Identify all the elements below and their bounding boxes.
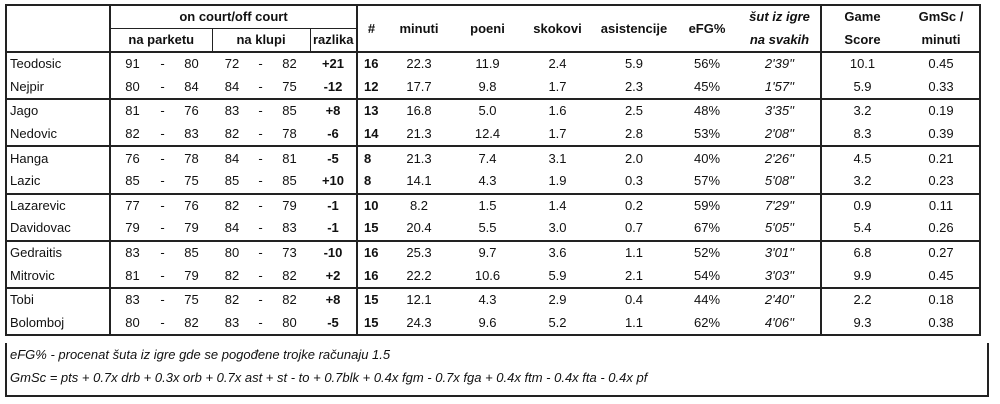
razlika-value: +8 <box>310 288 357 312</box>
minuti-value: 21.3 <box>406 126 432 142</box>
player-name: Lazarevic <box>6 194 110 218</box>
efg-value: 40% <box>675 146 739 170</box>
minuti-value: 16.8 <box>385 99 453 123</box>
bench-opp-value: 82 <box>282 267 297 283</box>
gmsc-per-minute-value: 0.45 <box>903 52 980 76</box>
stats-table <box>5 4 981 336</box>
efg-value: 44% <box>675 288 739 312</box>
court-on-opp-value: 85 <box>171 241 212 265</box>
game-score-value: 5.4 <box>821 217 903 241</box>
col-asistencije-header: asistencije <box>593 5 675 52</box>
razlika-value: +21 <box>310 52 357 76</box>
court-on-value: 77 <box>110 194 154 218</box>
razlika-value: +2 <box>325 267 341 283</box>
court-on-dash: - <box>160 126 165 142</box>
gmsc-per-minute-value: 0.19 <box>903 99 980 123</box>
razlika-value: +10 <box>321 173 345 189</box>
poeni-value: 10.6 <box>474 267 501 283</box>
court-on-value: 91 <box>110 52 154 76</box>
sut-value: 2'39'' <box>739 52 821 76</box>
court-on-dash: - <box>154 99 171 123</box>
efg-value: 53% <box>693 126 721 142</box>
table-row <box>6 99 980 123</box>
bench-dash: - <box>258 267 263 283</box>
game-score-value: 8.3 <box>821 123 903 147</box>
sut-value: 3'01'' <box>739 241 821 265</box>
player-name: Bolomboj <box>6 312 110 336</box>
court-on-opp-value: 75 <box>184 173 199 189</box>
bench-opp-value: 75 <box>282 78 297 94</box>
court-on-dash: - <box>154 146 171 170</box>
table-row <box>6 288 980 312</box>
games-count: 13 <box>357 99 385 123</box>
gmsc-per-minute-value: 0.33 <box>903 76 980 100</box>
minuti-value: 12.1 <box>385 288 453 312</box>
games-count: 15 <box>357 217 385 241</box>
skokovi-value: 5.9 <box>548 267 567 283</box>
table-row <box>6 52 980 76</box>
skokovi-value: 3.6 <box>522 241 593 265</box>
court-on-opp-value: 78 <box>171 146 212 170</box>
sut-value: 3'03'' <box>764 267 795 283</box>
razlika-value: -12 <box>323 78 343 94</box>
asistencije-value: 0.3 <box>624 173 644 189</box>
player-name: Teodosic <box>6 52 110 76</box>
player-name: Gedraitis <box>6 241 110 265</box>
razlika-value: +8 <box>310 99 357 123</box>
bench-dash: - <box>252 146 269 170</box>
col-num-header: # <box>357 5 385 52</box>
na-parketu-header: na parketu <box>110 29 212 53</box>
bench-value: 83 <box>212 312 252 336</box>
skokovi-value: 1.4 <box>522 194 593 218</box>
minuti-value: 17.7 <box>406 78 432 94</box>
table-row <box>6 123 980 147</box>
bench-dash: - <box>252 288 269 312</box>
gmsc-per-minute-value: 0.39 <box>903 123 980 147</box>
poeni-value: 5.5 <box>478 220 497 236</box>
skokovi-value: 1.7 <box>548 78 567 94</box>
bench-value: 82 <box>224 267 240 283</box>
court-on-value: 80 <box>110 76 154 100</box>
player-name: Tobi <box>6 288 110 312</box>
player-name: Nejpir <box>6 76 110 100</box>
gmsc-per-minute-value: 0.27 <box>903 241 980 265</box>
col-minuti-header: minuti <box>385 5 453 52</box>
asistencije-value: 2.0 <box>593 146 675 170</box>
poeni-value: 4.3 <box>453 288 522 312</box>
gmsc-per-minute-value: 0.11 <box>903 194 980 218</box>
bench-dash: - <box>252 52 269 76</box>
court-on-dash: - <box>160 173 165 189</box>
gmsc-per-minute-value: 0.26 <box>903 217 980 241</box>
gmsc-per-minute-value: 0.21 <box>903 146 980 170</box>
games-count: 14 <box>357 123 385 147</box>
bench-opp-value: 79 <box>269 194 310 218</box>
court-on-value: 83 <box>110 241 154 265</box>
notes-box <box>5 343 989 397</box>
court-on-opp-value: 82 <box>171 312 212 336</box>
razlika-value: -5 <box>310 312 357 336</box>
skokovi-value: 2.4 <box>522 52 593 76</box>
gmsc-per-minute-value: 0.23 <box>903 170 980 194</box>
sut-value: 1'57'' <box>764 78 795 94</box>
minuti-value: 22.3 <box>385 52 453 76</box>
game-score-value: 9.9 <box>821 264 903 288</box>
col-sut-header-1: šut iz igre <box>739 5 821 29</box>
minuti-value: 25.3 <box>385 241 453 265</box>
bench-value: 80 <box>212 241 252 265</box>
col-gmsc-header-2: minuti <box>903 29 980 53</box>
minuti-value: 14.1 <box>406 173 432 189</box>
court-on-value: 82 <box>110 123 154 147</box>
bench-value: 83 <box>212 99 252 123</box>
skokovi-value: 3.1 <box>522 146 593 170</box>
bench-value: 82 <box>224 126 240 142</box>
asistencije-value: 2.1 <box>624 267 644 283</box>
poeni-value: 9.6 <box>453 312 522 336</box>
poeni-value: 5.0 <box>453 99 522 123</box>
court-on-dash: - <box>154 312 171 336</box>
bench-opp-value: 85 <box>269 99 310 123</box>
game-score-value: 4.5 <box>821 146 903 170</box>
court-on-value: 85 <box>110 170 154 194</box>
court-on-opp-value: 76 <box>171 194 212 218</box>
on-off-court-header: on court/off court <box>110 5 357 29</box>
game-score-value: 5.9 <box>821 76 903 100</box>
asistencije-value: 2.3 <box>624 78 644 94</box>
court-on-opp-value: 84 <box>184 78 199 94</box>
court-on-dash: - <box>154 288 171 312</box>
bench-opp-value: 82 <box>269 52 310 76</box>
sut-value: 7'29'' <box>739 194 821 218</box>
skokovi-value: 1.9 <box>548 173 567 189</box>
table-header <box>6 5 980 52</box>
sut-value: 3'35'' <box>739 99 821 123</box>
game-score-value: 3.2 <box>821 170 903 194</box>
game-score-value: 6.8 <box>821 241 903 265</box>
court-on-dash: - <box>160 267 165 283</box>
asistencije-value: 0.7 <box>624 220 644 236</box>
games-count: 15 <box>357 312 385 336</box>
court-on-value: 83 <box>110 288 154 312</box>
asistencije-value: 1.1 <box>593 312 675 336</box>
games-count: 16 <box>357 241 385 265</box>
minuti-value: 20.4 <box>406 220 432 236</box>
player-name: Davidovac <box>6 217 110 241</box>
court-on-value: 81 <box>110 264 154 288</box>
sut-value: 5'05'' <box>764 220 795 236</box>
game-score-value: 10.1 <box>821 52 903 76</box>
gmsc-per-minute-value: 0.38 <box>903 312 980 336</box>
poeni-value: 9.8 <box>478 78 497 94</box>
court-on-dash: - <box>154 52 171 76</box>
efg-value: 54% <box>693 267 721 283</box>
bench-opp-value: 85 <box>282 173 297 189</box>
minuti-value: 22.2 <box>406 267 432 283</box>
bench-opp-value: 78 <box>282 126 297 142</box>
bench-value: 84 <box>212 146 252 170</box>
bench-value: 82 <box>212 288 252 312</box>
skokovi-value: 1.7 <box>548 126 567 142</box>
col-gs-header-2: Score <box>821 29 903 53</box>
court-on-dash: - <box>160 220 165 236</box>
efg-value: 57% <box>693 173 721 189</box>
bench-value: 84 <box>224 220 240 236</box>
game-score-value: 9.3 <box>821 312 903 336</box>
efg-value: 45% <box>693 78 721 94</box>
asistencije-value: 0.2 <box>593 194 675 218</box>
skokovi-value: 5.2 <box>522 312 593 336</box>
bench-dash: - <box>252 241 269 265</box>
games-count: 10 <box>357 194 385 218</box>
bench-opp-value: 80 <box>269 312 310 336</box>
poeni-value: 4.3 <box>478 173 497 189</box>
efg-value: 59% <box>675 194 739 218</box>
bench-value: 84 <box>224 78 240 94</box>
poeni-value: 9.7 <box>453 241 522 265</box>
bench-dash: - <box>252 194 269 218</box>
col-sut-header-2: na svakih <box>749 31 810 47</box>
player-name: Lazic <box>6 170 110 194</box>
gmsc-note: GmSc = pts + 0.7x drb + 0.3x orb + 0.7x ast + st - to + 0.7blk + 0.4x fgm - 0.7x fga + 0.4x ftm - 0.4x fta - 0.4x pf <box>10 370 648 385</box>
minuti-value: 8.2 <box>385 194 453 218</box>
asistencije-value: 0.4 <box>593 288 675 312</box>
bench-value: 85 <box>224 173 240 189</box>
razlika-header: razlika <box>310 29 357 53</box>
gmsc-per-minute-value: 0.18 <box>903 288 980 312</box>
minuti-value: 24.3 <box>385 312 453 336</box>
court-on-value: 76 <box>110 146 154 170</box>
efg-value: 62% <box>675 312 739 336</box>
efg-note: eFG% - procenat šuta iz igre gde se pogođene trojke računaju 1.5 <box>10 347 391 362</box>
court-on-opp-value: 83 <box>184 126 199 142</box>
gmsc-per-minute-value: 0.45 <box>903 264 980 288</box>
court-on-value: 81 <box>110 99 154 123</box>
col-skokovi-header: skokovi <box>522 5 593 52</box>
game-score-value: 3.2 <box>821 99 903 123</box>
court-on-opp-value: 76 <box>171 99 212 123</box>
bench-dash: - <box>258 173 263 189</box>
skokovi-value: 3.0 <box>548 220 567 236</box>
efg-value: 52% <box>675 241 739 265</box>
games-count: 12 <box>357 76 385 100</box>
poeni-value: 12.4 <box>474 126 501 142</box>
court-on-value: 79 <box>110 217 154 241</box>
razlika-value: -10 <box>310 241 357 265</box>
table-row <box>6 264 980 288</box>
bench-value: 82 <box>212 194 252 218</box>
skokovi-value: 1.6 <box>522 99 593 123</box>
bench-opp-value: 81 <box>269 146 310 170</box>
sut-value: 2'40'' <box>739 288 821 312</box>
poeni-value: 1.5 <box>453 194 522 218</box>
na-klupi-header: na klupi <box>212 29 310 53</box>
sut-value: 4'06'' <box>739 312 821 336</box>
poeni-value: 11.9 <box>453 52 522 76</box>
asistencije-value: 5.9 <box>593 52 675 76</box>
bench-value: 72 <box>212 52 252 76</box>
asistencije-value: 2.8 <box>624 126 644 142</box>
court-on-dash: - <box>154 241 171 265</box>
games-count: 8 <box>357 170 385 194</box>
col-gs-header-1: Game <box>821 5 903 29</box>
bench-dash: - <box>258 220 263 236</box>
games-count: 16 <box>357 264 385 288</box>
sut-value: 2'26'' <box>739 146 821 170</box>
sut-value: 5'08'' <box>764 173 795 189</box>
court-on-value: 80 <box>110 312 154 336</box>
table-row <box>6 241 980 265</box>
bench-dash: - <box>252 99 269 123</box>
bench-dash: - <box>258 126 263 142</box>
games-count: 8 <box>357 146 385 170</box>
player-name: Hanga <box>6 146 110 170</box>
bench-dash: - <box>252 312 269 336</box>
minuti-value: 21.3 <box>385 146 453 170</box>
bench-dash: - <box>258 78 263 94</box>
asistencije-value: 1.1 <box>593 241 675 265</box>
table-row <box>6 76 980 100</box>
game-score-value: 0.9 <box>821 194 903 218</box>
skokovi-value: 2.9 <box>522 288 593 312</box>
poeni-value: 7.4 <box>453 146 522 170</box>
table-row <box>6 146 980 170</box>
game-score-value: 2.2 <box>821 288 903 312</box>
col-poeni-header: poeni <box>453 5 522 52</box>
bench-opp-value: 83 <box>282 220 297 236</box>
court-on-opp-value: 75 <box>171 288 212 312</box>
efg-value: 67% <box>693 220 721 236</box>
player-name: Nedovic <box>6 123 110 147</box>
razlika-value: -1 <box>327 220 339 236</box>
asistencije-value: 2.5 <box>593 99 675 123</box>
razlika-value: -1 <box>310 194 357 218</box>
bench-opp-value: 73 <box>269 241 310 265</box>
player-name: Mitrovic <box>6 264 110 288</box>
table-row <box>6 217 980 241</box>
court-on-opp-value: 79 <box>184 220 199 236</box>
efg-value: 56% <box>675 52 739 76</box>
bench-opp-value: 82 <box>269 288 310 312</box>
sut-value: 2'08'' <box>764 126 795 142</box>
razlika-value: -6 <box>327 126 339 142</box>
table-row <box>6 312 980 336</box>
games-count: 16 <box>357 52 385 76</box>
efg-value: 48% <box>675 99 739 123</box>
court-on-opp-value: 79 <box>184 267 199 283</box>
razlika-value: -5 <box>310 146 357 170</box>
table-row <box>6 170 980 194</box>
table-row <box>6 194 980 218</box>
player-name: Jago <box>6 99 110 123</box>
games-count: 15 <box>357 288 385 312</box>
col-efg-header: eFG% <box>675 5 739 52</box>
court-on-dash: - <box>160 78 165 94</box>
court-on-opp-value: 80 <box>171 52 212 76</box>
court-on-dash: - <box>154 194 171 218</box>
col-gmsc-header-1: GmSc / <box>903 5 980 29</box>
